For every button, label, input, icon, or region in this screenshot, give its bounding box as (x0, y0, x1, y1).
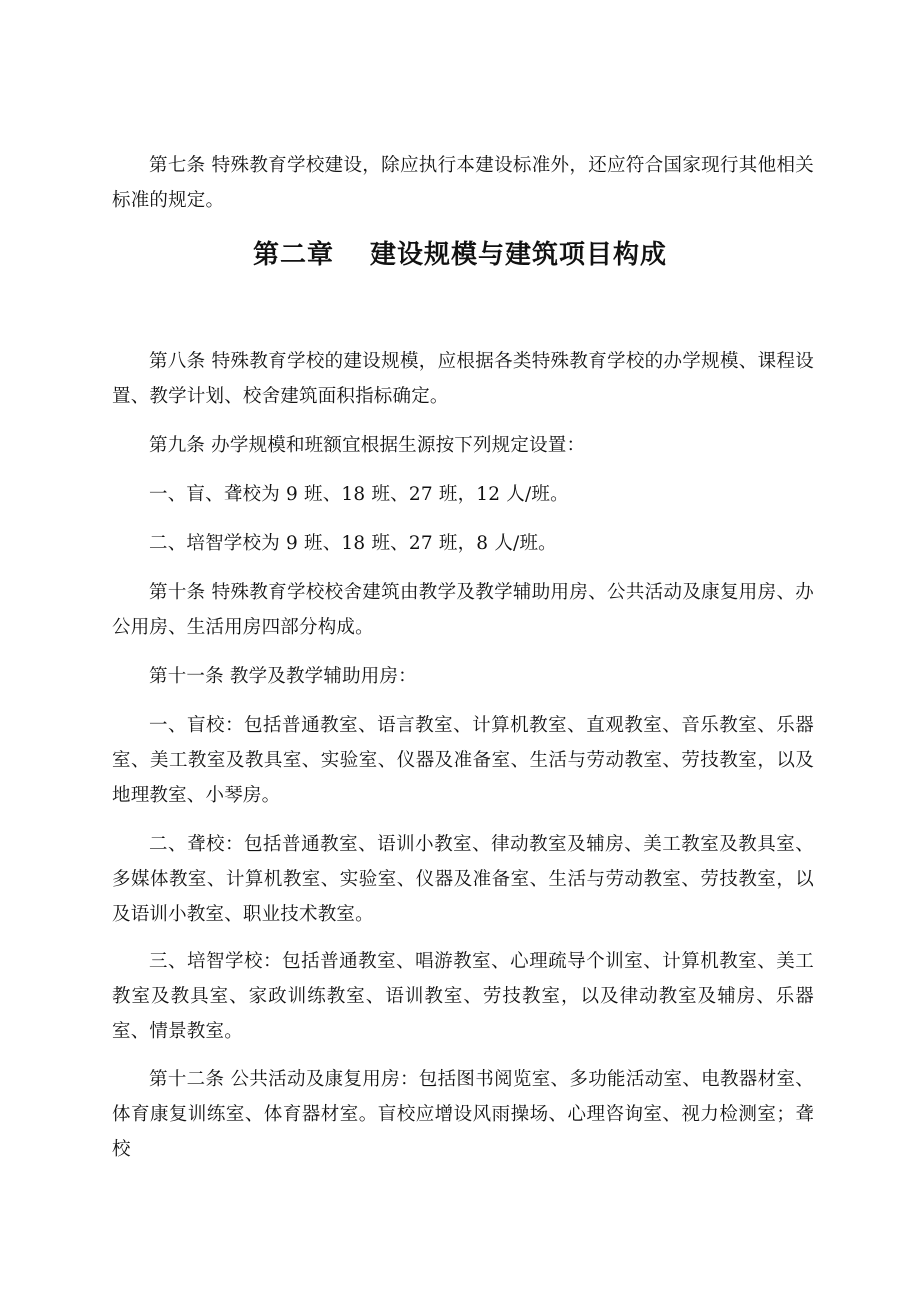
chapter-title: 建设规模与建筑项目构成 (370, 240, 668, 270)
article-7: 第七条 特殊教育学校建设，除应执行本建设标准外，还应符合国家现行其他相关标准的规定。 (112, 155, 814, 211)
article-10: 第十条 特殊教育学校校舍建筑由教学及教学辅助用房、公共活动及康复用房、办公用房、生活用房四部分构成。 (112, 582, 814, 638)
chapter-heading (0, 233, 920, 277)
article-9-item-1: 一、盲、聋校为 9 班、18 班、27 班，12 人/班。 (149, 484, 569, 505)
article-11-item-2: 二、聋校：包括普通教室、语训小教室、律动教室及辅房、美工教室及教具室、多媒体教室、计算机教室、实验室、仪器及准备室、生活与劳动教室、劳技教室，以及语训小教室、职业技术教室。 (112, 834, 814, 925)
chapter-number: 第二章 (252, 240, 334, 270)
article-12: 第十二条 公共活动及康复用房：包括图书阅览室、多功能活动室、电教器材室、体育康复训练室、体育器材室。盲校应增设风雨操场、心理咨询室、视力检测室；聋校 (112, 1069, 814, 1160)
article-9-item-2: 二、培智学校为 9 班、18 班、27 班，8 人/班。 (149, 533, 557, 554)
article-11: 第十一条 教学及教学辅助用房： (149, 666, 417, 687)
article-8: 第八条 特殊教育学校的建设规模，应根据各类特殊教育学校的办学规模、课程设置、教学计划、校舍建筑面积指标确定。 (112, 351, 814, 407)
article-9: 第九条 办学规模和班额宜根据生源按下列规定设置： (149, 435, 586, 456)
article-11-item-1: 一、盲校：包括普通教室、语言教室、计算机教室、直观教室、音乐教室、乐器室、美工教室及教具室、实验室、仪器及准备室、生活与劳动教室、劳技教室，以及地理教室、小琴房。 (112, 715, 814, 806)
article-11-item-3: 三、培智学校：包括普通教室、唱游教室、心理疏导个训室、计算机教室、美工教室及教具室、家政训练教室、语训教室、劳技教室，以及律动教室及辅房、乐器室、情景教室。 (112, 951, 814, 1042)
